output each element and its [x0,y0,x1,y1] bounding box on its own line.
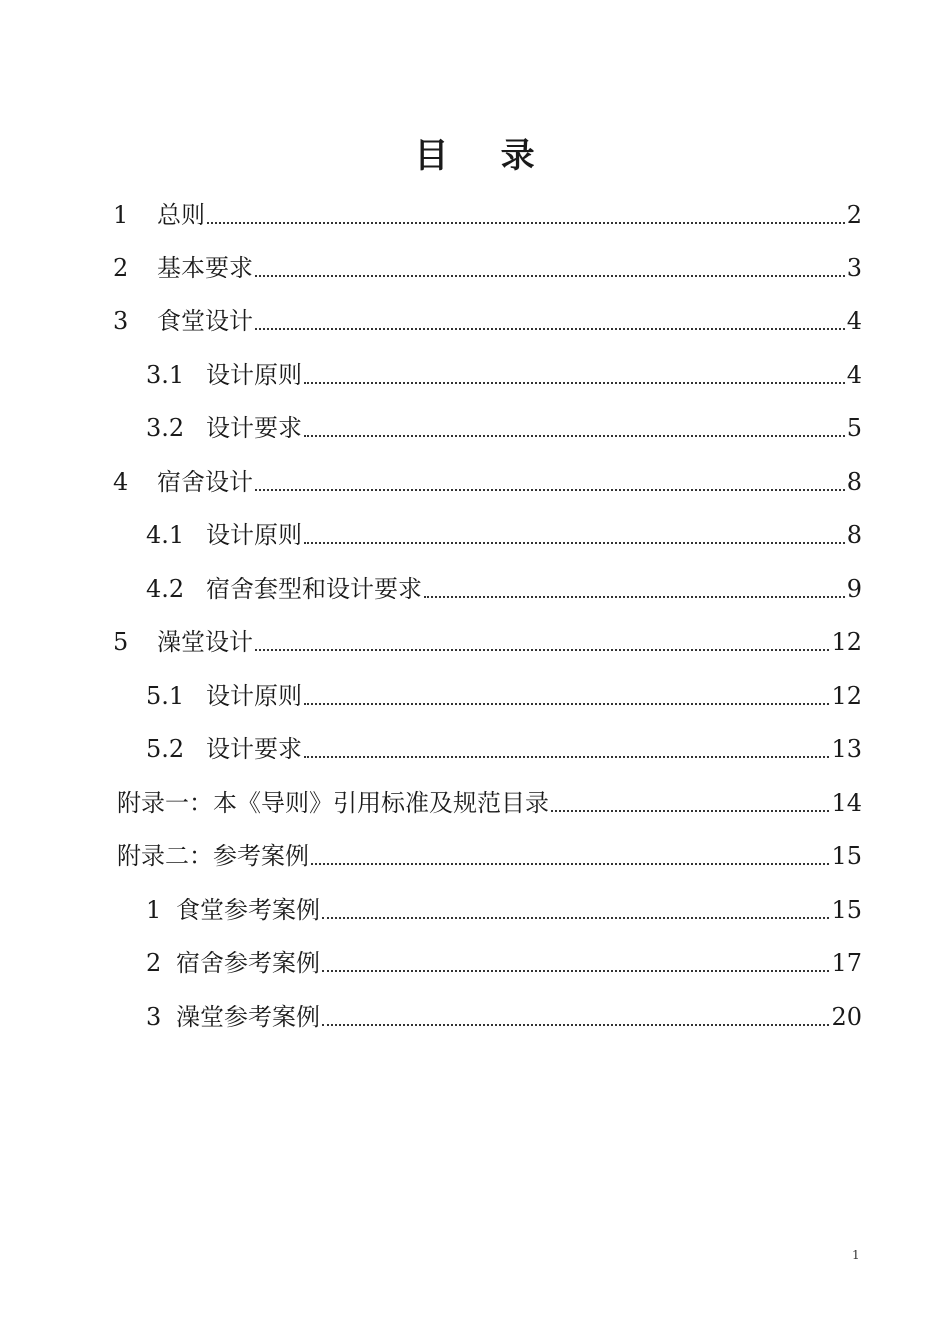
toc-entry-5-1[interactable] [0,671,950,711]
toc-entry-text: 设计原则 [206,521,302,549]
toc-entry-2[interactable] [0,243,950,283]
toc-entry-page: 12 [831,628,862,656]
toc-entry-number: 3 [146,1003,162,1031]
dot-leader [255,328,845,330]
toc-entry-number: 4 [113,468,129,496]
toc-entry-text: 设计原则 [206,361,302,389]
toc-entry-appendix-1[interactable] [0,778,950,818]
dot-leader [304,382,845,384]
toc-entry-page: 8 [846,521,862,549]
toc-entry-1[interactable] [0,190,950,230]
toc-entry-page: 13 [831,735,862,763]
toc-entry-4[interactable] [0,457,950,497]
dot-leader [207,222,845,224]
dot-leader [424,596,845,598]
dot-leader [304,435,845,437]
toc-entry-text: 食堂设计 [157,307,253,335]
toc-entry-number: 2 [113,254,129,282]
toc-entry-4-2[interactable] [0,564,950,604]
toc-entry-number: 4.2 [146,575,185,603]
toc-entry-appendix-2[interactable] [0,831,950,871]
dot-leader [255,489,845,491]
toc-entry-page: 3 [846,254,862,282]
toc-entry-page: 20 [831,1003,862,1031]
toc-entry-text: 基本要求 [157,254,253,282]
toc-entry-text: 总则 [157,201,205,229]
toc-entry-4-1[interactable] [0,510,950,550]
toc-entry-appendix-2-1[interactable] [0,885,950,925]
toc-entry-appendix-2-2[interactable] [0,938,950,978]
toc-entry-3-1[interactable] [0,350,950,390]
toc-entry-page: 5 [846,414,862,442]
dot-leader [322,1024,829,1026]
toc-entry-text: 宿舍参考案例 [176,949,320,977]
toc-entry-number: 5.1 [146,682,185,710]
toc-entry-number: 3 [113,307,129,335]
toc-entry-page: 15 [831,896,862,924]
toc-entry-number: 3.2 [146,414,185,442]
toc-entry-number: 3.1 [146,361,185,389]
toc-entry-number: 5 [113,628,129,656]
dot-leader [304,756,829,758]
dot-leader [255,649,829,651]
toc-entry-page: 9 [846,575,862,603]
page-title: 目 录 [414,136,536,176]
dot-leader [311,863,829,865]
toc-entry-appendix-2-3[interactable] [0,992,950,1032]
toc-entry-3-2[interactable] [0,403,950,443]
dot-leader [304,703,829,705]
toc-entry-text: 附录一：本《导则》引用标准及规范目录 [117,789,549,817]
toc-entry-text: 澡堂设计 [157,628,253,656]
toc-entry-text: 设计要求 [206,414,302,442]
toc-entry-text: 宿舍套型和设计要求 [206,575,422,603]
toc-entry-page: 15 [831,842,862,870]
dot-leader [255,275,845,277]
toc-entry-page: 17 [831,949,862,977]
toc-entry-text: 宿舍设计 [157,468,253,496]
toc-entry-3[interactable] [0,296,950,336]
toc-entry-number: 1 [113,201,129,229]
toc-entry-number: 1 [146,896,162,924]
toc-entry-5[interactable] [0,617,950,657]
toc-entry-number: 4.1 [146,521,185,549]
toc-entry-text: 食堂参考案例 [176,896,320,924]
toc-entry-text: 澡堂参考案例 [176,1003,320,1031]
page-number: 1 [852,1248,860,1262]
dot-leader [322,970,829,972]
toc-entry-page: 14 [831,789,862,817]
toc-entry-text: 设计原则 [206,682,302,710]
dot-leader [304,542,845,544]
dot-leader [551,810,829,812]
toc-entry-5-2[interactable] [0,724,950,764]
toc-entry-number: 2 [146,949,162,977]
dot-leader [322,917,829,919]
toc-entry-page: 12 [831,682,862,710]
toc-entry-page: 4 [846,361,862,389]
toc-entry-number: 5.2 [146,735,185,763]
toc-entry-text: 设计要求 [206,735,302,763]
toc-entry-page: 4 [846,307,862,335]
toc-entry-text: 附录二：参考案例 [117,842,309,870]
toc-entry-page: 2 [846,201,862,229]
toc-entry-page: 8 [846,468,862,496]
